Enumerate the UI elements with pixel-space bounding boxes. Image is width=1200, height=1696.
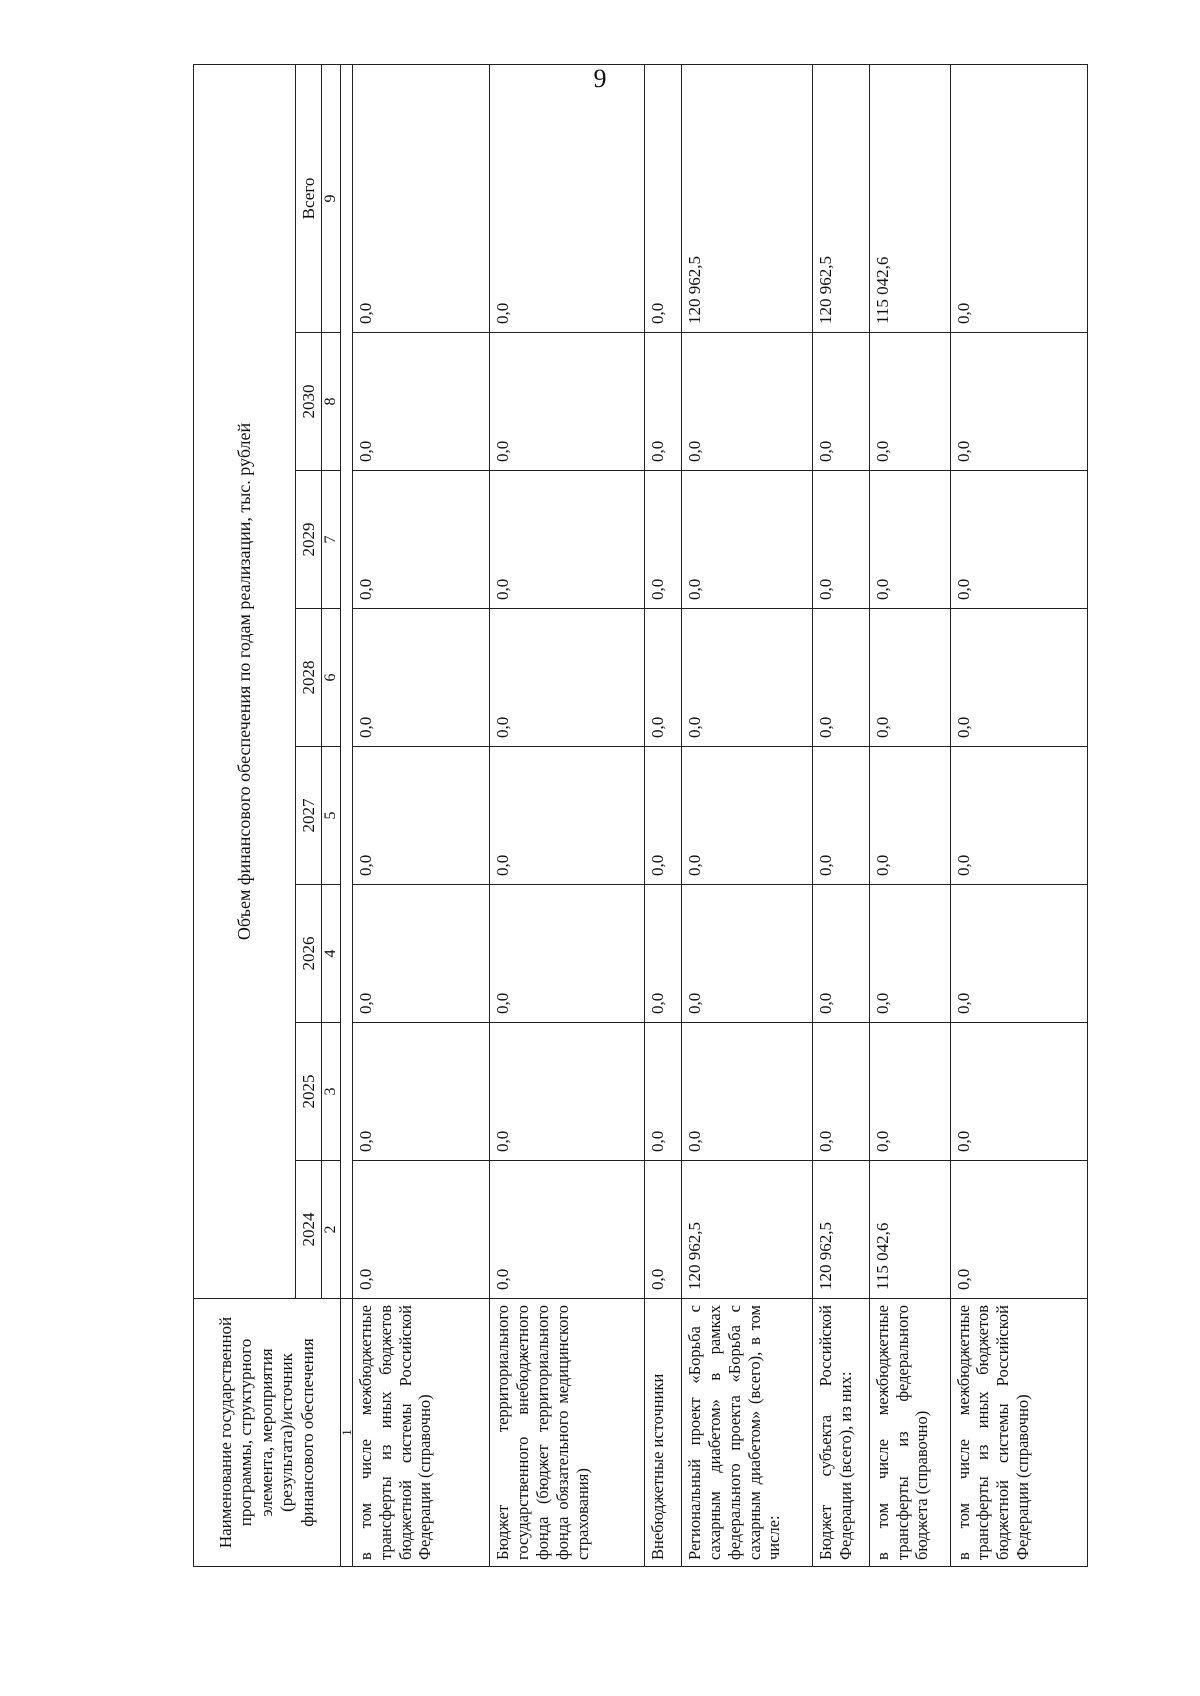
- value-cell: 120 962,5: [813, 1161, 870, 1299]
- value-cell: 0,0: [869, 1023, 950, 1161]
- value-cell: 0,0: [682, 333, 813, 471]
- column-number: 3: [322, 1023, 341, 1161]
- rotated-table-area: [193, 125, 1088, 1567]
- value-cell: 0,0: [813, 1023, 870, 1161]
- value-cell: 0,0: [950, 471, 1087, 609]
- column-number: 1: [341, 1299, 353, 1567]
- value-cell: 0,0: [682, 609, 813, 747]
- table-row: [645, 64, 682, 1566]
- year-header: 2030: [296, 333, 322, 471]
- value-cell: 0,0: [950, 333, 1087, 471]
- value-cell: 0,0: [490, 1023, 645, 1161]
- value-cell: 0,0: [950, 609, 1087, 747]
- value-cell: 0,0: [645, 747, 682, 885]
- year-header: 2025: [296, 1023, 322, 1161]
- total-header: Всего: [296, 64, 322, 332]
- table-row: [813, 64, 870, 1566]
- value-cell: 0,0: [490, 747, 645, 885]
- value-cell: 0,0: [353, 1161, 490, 1299]
- page-number: 9: [593, 64, 607, 93]
- total-cell: 120 962,5: [682, 64, 813, 332]
- column-number: 9: [322, 64, 341, 332]
- total-cell: 0,0: [645, 64, 682, 332]
- value-cell: 0,0: [353, 747, 490, 885]
- header-row-title: [194, 64, 296, 1566]
- value-cell: 0,0: [682, 885, 813, 1023]
- year-header: 2028: [296, 609, 322, 747]
- value-cell: 0,0: [869, 333, 950, 471]
- year-header: 2026: [296, 885, 322, 1023]
- table-row: [950, 64, 1087, 1566]
- value-cell: 115 042,6: [869, 1161, 950, 1299]
- column-number: 4: [322, 885, 341, 1023]
- volume-header: Объем финансового обеспечения по годам реализации, тыс. рублей: [194, 64, 296, 1298]
- row-name: Бюджет субъекта Российской Федерации (всего), из них:: [813, 1299, 870, 1567]
- value-cell: 0,0: [645, 609, 682, 747]
- column-number: 8: [322, 333, 341, 471]
- value-cell: 0,0: [950, 885, 1087, 1023]
- value-cell: 0,0: [490, 333, 645, 471]
- year-header: 2027: [296, 747, 322, 885]
- name-column-header: Наименование государственной программы, структурного элемента, мероприятия (результата)/источник финансового обеспечения: [194, 1299, 341, 1567]
- value-cell: 0,0: [353, 609, 490, 747]
- column-number: 5: [322, 747, 341, 885]
- value-cell: 0,0: [645, 885, 682, 1023]
- column-number: 7: [322, 471, 341, 609]
- year-header: 2024: [296, 1161, 322, 1299]
- table-row: [490, 64, 645, 1566]
- value-cell: 0,0: [813, 609, 870, 747]
- value-cell: 0,0: [490, 885, 645, 1023]
- value-cell: 0,0: [813, 471, 870, 609]
- landscape-page: [193, 125, 1088, 1567]
- column-number: 2: [322, 1161, 341, 1299]
- value-cell: 0,0: [682, 747, 813, 885]
- value-cell: 0,0: [950, 747, 1087, 885]
- value-cell: 0,0: [813, 333, 870, 471]
- year-header: 2029: [296, 471, 322, 609]
- column-number: 6: [322, 609, 341, 747]
- value-cell: 0,0: [645, 471, 682, 609]
- value-cell: 0,0: [682, 1023, 813, 1161]
- row-name: в том числе межбюджетные трансферты из федерального бюджета (справочно): [869, 1299, 950, 1567]
- row-name: Внебюджетные источники: [645, 1299, 682, 1567]
- value-cell: 0,0: [490, 1161, 645, 1299]
- row-name: в том числе межбюджетные трансферты из иных бюджетов бюджетной системы Российской Федерации (справочно): [950, 1299, 1087, 1567]
- value-cell: 0,0: [645, 1023, 682, 1161]
- value-cell: 0,0: [490, 471, 645, 609]
- header-row-index: [341, 64, 353, 1566]
- value-cell: 0,0: [645, 333, 682, 471]
- value-cell: 0,0: [353, 333, 490, 471]
- value-cell: 0,0: [869, 471, 950, 609]
- value-cell: 0,0: [682, 471, 813, 609]
- total-cell: 0,0: [353, 64, 490, 332]
- value-cell: 0,0: [490, 609, 645, 747]
- value-cell: 0,0: [950, 1161, 1087, 1299]
- row-name: в том числе межбюджетные трансферты из иных бюджетов бюджетной системы Российской Федерации (справочно): [353, 1299, 490, 1567]
- value-cell: 0,0: [353, 1023, 490, 1161]
- total-cell: 115 042,6: [869, 64, 950, 332]
- value-cell: 0,0: [353, 471, 490, 609]
- value-cell: 0,0: [645, 1161, 682, 1299]
- value-cell: 0,0: [813, 885, 870, 1023]
- value-cell: 0,0: [813, 747, 870, 885]
- total-cell: 0,0: [490, 64, 645, 332]
- table-row: [869, 64, 950, 1566]
- spacer-cell: [341, 64, 353, 1298]
- table-row: [353, 64, 490, 1566]
- value-cell: 0,0: [353, 885, 490, 1023]
- table-row: [682, 64, 813, 1566]
- financing-table: [193, 64, 1088, 1567]
- value-cell: 0,0: [950, 1023, 1087, 1161]
- value-cell: 120 962,5: [682, 1161, 813, 1299]
- value-cell: 0,0: [869, 747, 950, 885]
- total-cell: 120 962,5: [813, 64, 870, 332]
- value-cell: 0,0: [869, 885, 950, 1023]
- total-cell: 0,0: [950, 64, 1087, 332]
- row-name: Региональный проект «Борьба с сахарным диабетом» в рамках федерального проекта «Борьба с сахарным диабетом» (всего), в том числе:: [682, 1299, 813, 1567]
- row-name: Бюджет территориального государственного внебюджетного фонда (бюджет территориального фонда обязательного медицинского страхования): [490, 1299, 645, 1567]
- value-cell: 0,0: [869, 609, 950, 747]
